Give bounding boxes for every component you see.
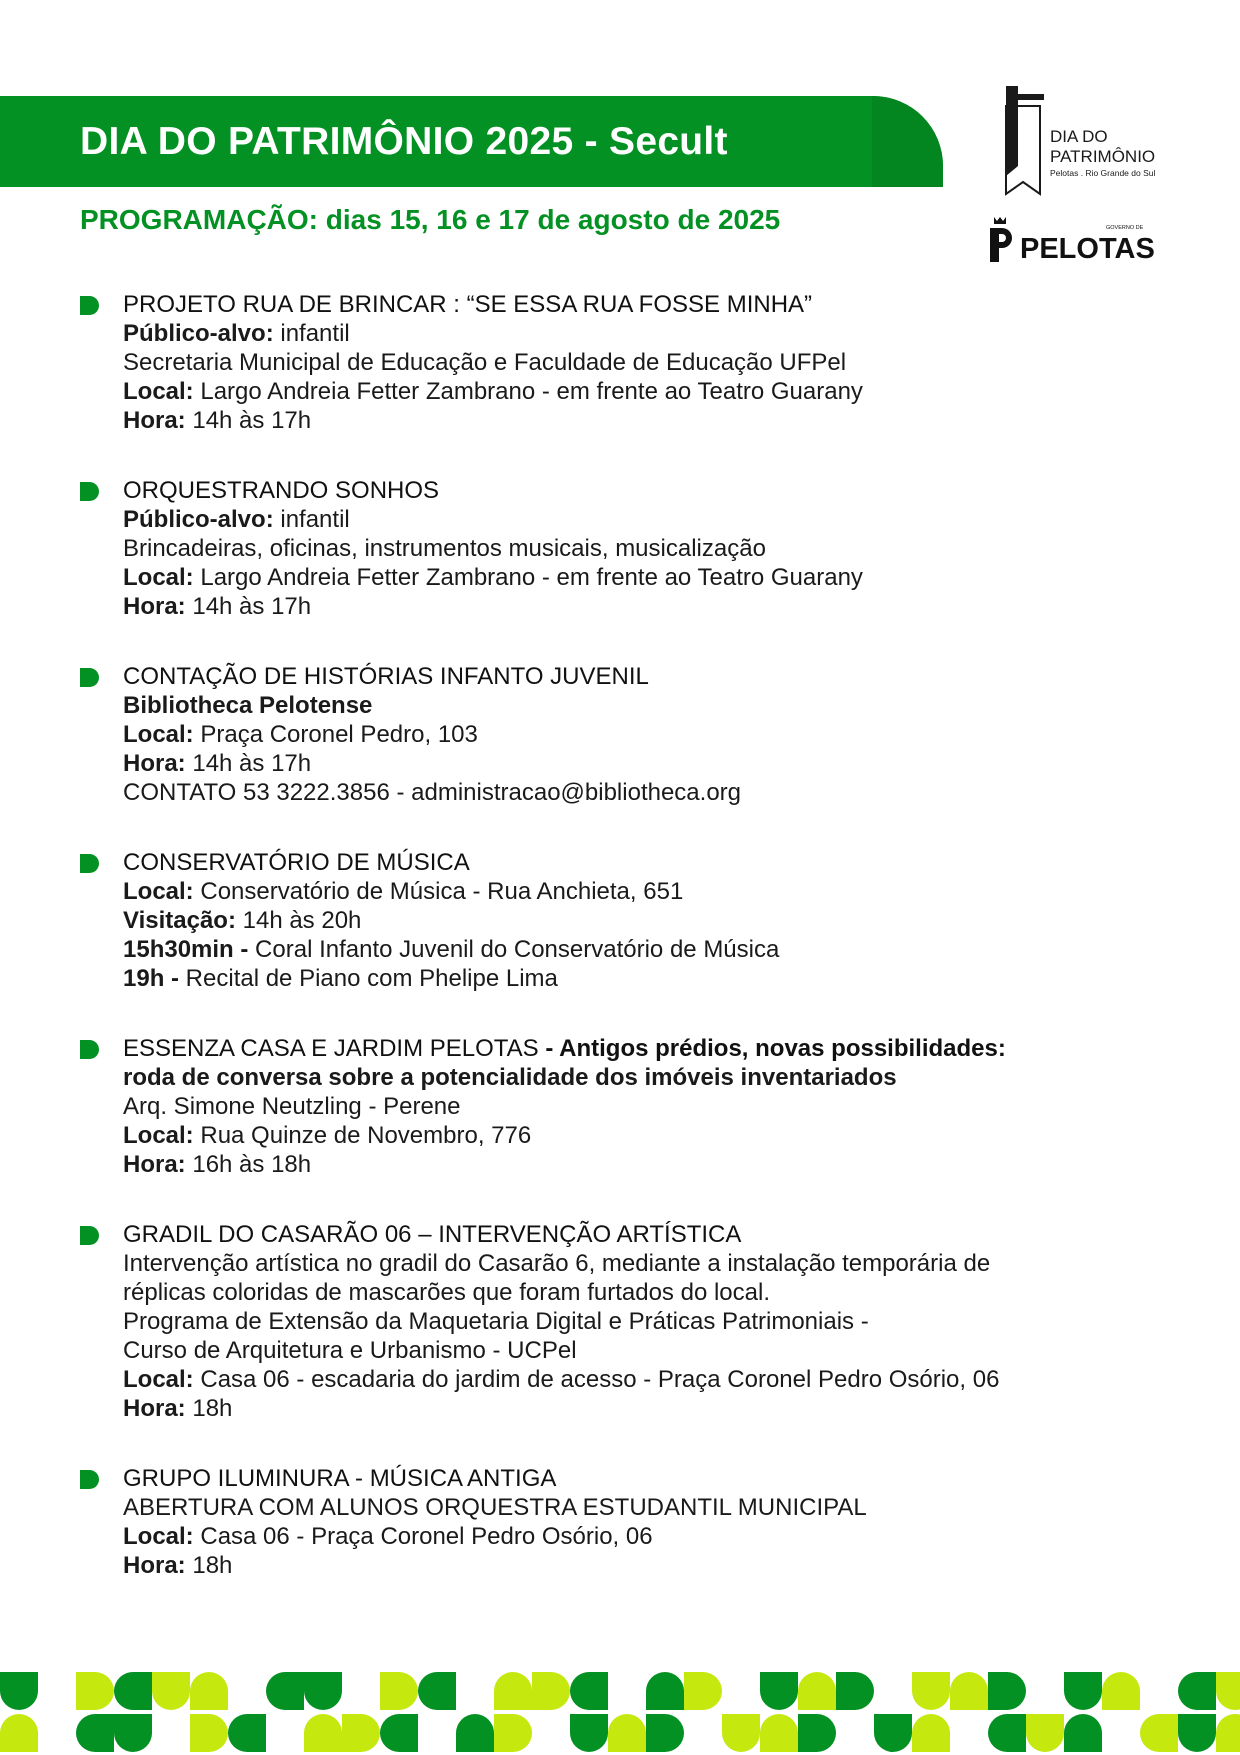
- pattern-tile: [836, 1672, 874, 1710]
- event-line-label: 15h30min -: [123, 936, 249, 963]
- event-line-label: Local:: [123, 378, 194, 405]
- event-line-text: Curso de Arquitetura e Urbanismo - UCPel: [123, 1337, 577, 1364]
- event-line: [123, 720, 1240, 749]
- pattern-tile: [456, 1714, 494, 1752]
- pattern-tile: [76, 1714, 114, 1752]
- event-title: ORQUESTRANDO SONHOS: [123, 477, 440, 504]
- pattern-tile: [950, 1672, 988, 1710]
- event-line: [123, 877, 1240, 906]
- event-line: [123, 1522, 1240, 1551]
- logo-line-3: Pelotas . Rio Grande do Sul: [1050, 168, 1156, 178]
- event-item: [0, 476, 1240, 621]
- event-line-label: Local:: [123, 564, 194, 591]
- pattern-tile: [988, 1714, 1026, 1752]
- pattern-tile: [304, 1672, 342, 1710]
- event-line-label: Local:: [123, 878, 194, 905]
- program-dates: PROGRAMAÇÃO: dias 15, 16 e 17 de agosto de 2025: [80, 204, 781, 235]
- event-item: [0, 1220, 1240, 1423]
- event-line: [123, 1493, 1240, 1522]
- logo-pelotas-name: PELOTAS: [1020, 233, 1155, 264]
- event-line-text: Intervenção artística no gradil do Casarão 6, mediante a instalação temporária de: [123, 1250, 991, 1277]
- event-line-text: Casa 06 - Praça Coronel Pedro Osório, 06: [193, 1523, 653, 1550]
- event-line-text: Secretaria Municipal de Educação e Faculdade de Educação UFPel: [123, 349, 847, 376]
- event-line: [123, 1063, 1240, 1092]
- pattern-tile: [1178, 1714, 1216, 1752]
- event-line-text: Coral Infanto Juvenil do Conservatório de Música: [248, 936, 780, 963]
- pattern-tile: [646, 1672, 684, 1710]
- pattern-tile: [380, 1672, 418, 1710]
- pattern-tile: [684, 1672, 722, 1710]
- pattern-tile: [760, 1672, 798, 1710]
- event-line: [123, 1278, 1240, 1307]
- event-line: [123, 778, 1240, 807]
- event-line-text: 16h às 18h: [185, 1151, 312, 1178]
- pattern-tile: [0, 1672, 38, 1710]
- pattern-tile: [1140, 1714, 1178, 1752]
- pattern-tile: [342, 1714, 380, 1752]
- event-line-label: Hora:: [123, 1552, 186, 1579]
- event-line-text: CONTATO 53 3222.3856 - administracao@bibliotheca.org: [123, 779, 742, 806]
- pattern-tile: [1216, 1714, 1240, 1752]
- event-line-label: Local:: [123, 1366, 194, 1393]
- event-title: [123, 1034, 1240, 1063]
- event-line-text: ABERTURA COM ALUNOS ORQUESTRA ESTUDANTIL MUNICIPAL: [123, 1494, 867, 1521]
- event-line-label: Local:: [123, 1122, 194, 1149]
- event-line-label: roda de conversa sobre a potencialidade dos imóveis inventariados: [123, 1064, 897, 1091]
- event-line-text: infantil: [273, 320, 350, 347]
- pattern-tile: [190, 1714, 228, 1752]
- pattern-tile: [1216, 1672, 1240, 1710]
- event-line-label: 19h -: [123, 965, 180, 992]
- governo-de-pelotas-logo: [988, 216, 1178, 264]
- pattern-tile: [874, 1714, 912, 1752]
- pattern-tile: [1064, 1714, 1102, 1752]
- pattern-tile: [228, 1714, 266, 1752]
- bullet-icon: [80, 854, 99, 873]
- event-line: [123, 319, 1240, 348]
- event-line-text: Rua Quinze de Novembro, 776: [193, 1122, 532, 1149]
- pattern-tile: [1102, 1672, 1140, 1710]
- event-line-label: Público-alvo:: [123, 506, 274, 533]
- event-line: [123, 505, 1240, 534]
- event-line: [123, 592, 1240, 621]
- pattern-tile: [1178, 1672, 1216, 1710]
- pattern-tile: [722, 1714, 760, 1752]
- event-line-label: Público-alvo:: [123, 320, 274, 347]
- event-line-label: Bibliotheca Pelotense: [123, 692, 373, 719]
- pattern-tile: [152, 1672, 190, 1710]
- pattern-tile: [1026, 1714, 1064, 1752]
- event-line-text: Programa de Extensão da Maquetaria Digital e Práticas Patrimoniais -: [123, 1308, 869, 1335]
- event-line-text: Largo Andreia Fetter Zambrano - em frente ao Teatro Guarany: [193, 564, 863, 591]
- event-line: [123, 691, 1240, 720]
- pattern-tile: [304, 1714, 342, 1752]
- event-line-label: Local:: [123, 1523, 194, 1550]
- event-line: [123, 1336, 1240, 1365]
- event-line: [123, 1249, 1240, 1278]
- event-line: [123, 964, 1240, 993]
- event-line-label: Hora:: [123, 1395, 186, 1422]
- event-line-text: 14h às 20h: [235, 907, 362, 934]
- event-line: [123, 1307, 1240, 1336]
- event-line: [123, 1365, 1240, 1394]
- pattern-tile: [114, 1672, 152, 1710]
- bullet-icon: [80, 1470, 99, 1489]
- event-line: [123, 935, 1240, 964]
- event-line-label: Hora:: [123, 750, 186, 777]
- pattern-tile: [494, 1714, 532, 1752]
- event-line-text: 18h: [185, 1395, 233, 1422]
- bullet-icon: [80, 1040, 99, 1059]
- event-line-text: Largo Andreia Fetter Zambrano - em frente ao Teatro Guarany: [193, 378, 863, 405]
- pattern-tile: [380, 1714, 418, 1752]
- event-item: [0, 662, 1240, 807]
- event-list: [0, 290, 1240, 1621]
- event-line: [123, 1551, 1240, 1580]
- bullet-icon: [80, 482, 99, 501]
- pattern-tile: [418, 1672, 456, 1710]
- pattern-tile: [760, 1714, 798, 1752]
- event-line-text: infantil: [273, 506, 350, 533]
- event-line-label: Hora:: [123, 593, 186, 620]
- pattern-tile: [912, 1672, 950, 1710]
- dia-do-patrimonio-logo: [988, 86, 1188, 198]
- event-line: [123, 906, 1240, 935]
- page-title: DIA DO PATRIMÔNIO 2025 - Secult: [80, 120, 728, 163]
- event-title-main: ESSENZA CASA E JARDIM PELOTAS: [123, 1035, 539, 1062]
- pattern-tile: [570, 1672, 608, 1710]
- decorative-pattern: [0, 1670, 1240, 1755]
- event-line-label: Visitação:: [123, 907, 236, 934]
- event-line: [123, 348, 1240, 377]
- pattern-tile: [1064, 1672, 1102, 1710]
- logo-line-1: DIA DO: [1050, 127, 1108, 146]
- event-line-label: Hora:: [123, 1151, 186, 1178]
- event-line-text: Praça Coronel Pedro, 103: [193, 721, 478, 748]
- event-title: PROJETO RUA DE BRINCAR : “SE ESSA RUA FOSSE MINHA”: [123, 291, 813, 318]
- event-line-text: Recital de Piano com Phelipe Lima: [179, 965, 558, 992]
- event-line-text: réplicas coloridas de mascarões que foram furtados do local.: [123, 1279, 770, 1306]
- event-line-text: 14h às 17h: [185, 407, 312, 434]
- event-line-text: Brincadeiras, oficinas, instrumentos musicais, musicalização: [123, 535, 766, 562]
- pattern-tile: [912, 1714, 950, 1752]
- pattern-tile: [646, 1714, 684, 1752]
- event-line: [123, 377, 1240, 406]
- pattern-tile: [570, 1714, 608, 1752]
- pattern-tile: [608, 1714, 646, 1752]
- event-item: [0, 1034, 1240, 1179]
- pattern-tile: [988, 1672, 1026, 1710]
- title-banner-corner: [872, 96, 943, 187]
- event-title: GRUPO ILUMINURA - MÚSICA ANTIGA: [123, 1465, 557, 1492]
- bullet-icon: [80, 668, 99, 687]
- event-line-text: Arq. Simone Neutzling - Perene: [123, 1093, 461, 1120]
- event-item: [0, 290, 1240, 435]
- event-line: [123, 1121, 1240, 1150]
- pattern-tile: [76, 1672, 114, 1710]
- event-line: [123, 534, 1240, 563]
- event-line-text: 14h às 17h: [185, 750, 312, 777]
- event-item: [0, 1464, 1240, 1580]
- pattern-tile: [114, 1714, 152, 1752]
- event-line-text: 14h às 17h: [185, 593, 312, 620]
- event-line-label: Hora:: [123, 407, 186, 434]
- pattern-tile: [494, 1672, 532, 1710]
- event-title: CONTAÇÃO DE HISTÓRIAS INFANTO JUVENIL: [123, 663, 649, 690]
- event-title: CONSERVATÓRIO DE MÚSICA: [123, 849, 470, 876]
- pattern-tile: [798, 1714, 836, 1752]
- event-line-text: 18h: [185, 1552, 233, 1579]
- bullet-icon: [80, 296, 99, 315]
- event-title: GRADIL DO CASARÃO 06 – INTERVENÇÃO ARTÍSTICA: [123, 1221, 742, 1248]
- event-line: [123, 1150, 1240, 1179]
- event-line-label: Local:: [123, 721, 194, 748]
- event-line: [123, 563, 1240, 592]
- pattern-tile: [190, 1672, 228, 1710]
- event-line-text: Casa 06 - escadaria do jardim de acesso - Praça Coronel Pedro Osório, 06: [193, 1366, 1000, 1393]
- event-line: [123, 1394, 1240, 1423]
- logo-governo-de: GOVERNO DE: [1106, 225, 1144, 231]
- logo-line-2: PATRIMÔNIO: [1050, 147, 1156, 166]
- event-title-rest: - Antigos prédios, novas possibilidades:: [538, 1035, 1006, 1062]
- event-line: [123, 749, 1240, 778]
- event-line: [123, 406, 1240, 435]
- pattern-tile: [532, 1672, 570, 1710]
- pattern-tile: [0, 1714, 38, 1752]
- event-line: [123, 1092, 1240, 1121]
- event-line-text: Conservatório de Música - Rua Anchieta, 651: [193, 878, 684, 905]
- bullet-icon: [80, 1226, 99, 1245]
- pattern-tile: [266, 1672, 304, 1710]
- pattern-tile: [798, 1672, 836, 1710]
- event-item: [0, 848, 1240, 993]
